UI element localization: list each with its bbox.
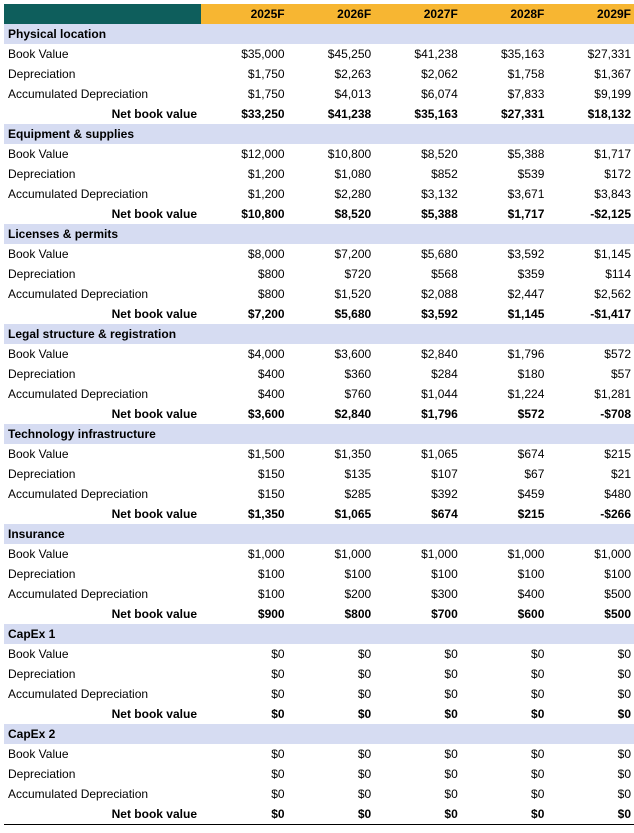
row-label: Book Value — [8, 447, 69, 461]
value-cell: $852 — [431, 167, 458, 181]
accumulated-depreciation-row — [4, 584, 634, 604]
value-cell: $0 — [201, 804, 288, 825]
book-value-row — [4, 144, 634, 164]
value-cell: $359 — [517, 267, 545, 281]
value-cell: $300 — [431, 587, 458, 601]
depreciation-row — [4, 364, 634, 384]
value-cell: $33,250 — [241, 107, 285, 121]
value-cell: $1,000 — [334, 547, 372, 561]
value-cell: $0 — [357, 767, 372, 781]
value-cell: $18,132 — [587, 107, 631, 121]
value-cell: -$266 — [600, 507, 631, 521]
row-label: Book Value — [8, 747, 69, 761]
net-book-value-row — [4, 304, 634, 324]
value-cell: $400 — [257, 387, 285, 401]
row-label: Net book value — [111, 607, 197, 621]
value-cell: $0 — [357, 647, 372, 661]
value-cell: $180 — [517, 367, 545, 381]
value-cell: $0 — [461, 804, 548, 825]
value-cell: $392 — [431, 487, 458, 501]
value-cell: $2,062 — [421, 67, 458, 81]
value-cell: $500 — [604, 587, 631, 601]
value-cell: $800 — [344, 607, 372, 621]
value-cell: $0 — [444, 687, 458, 701]
value-cell: $3,592 — [507, 247, 545, 261]
value-cell: $0 — [444, 647, 458, 661]
section-title: Legal structure & registration — [4, 324, 634, 344]
row-label: Accumulated Depreciation — [8, 587, 149, 601]
value-cell: $200 — [344, 587, 372, 601]
value-cell: $800 — [257, 267, 285, 281]
value-cell: -$708 — [600, 407, 631, 421]
value-cell: $100 — [257, 587, 285, 601]
value-cell: $100 — [517, 567, 545, 581]
value-cell: $1,145 — [594, 247, 631, 261]
value-cell: $800 — [257, 287, 285, 301]
net-book-value-row — [4, 504, 634, 524]
value-cell: $5,388 — [421, 207, 458, 221]
row-label: Net book value — [111, 407, 197, 421]
year-header: 2028F — [461, 4, 548, 24]
value-cell: $0 — [617, 647, 631, 661]
value-cell: $114 — [605, 267, 631, 281]
net-book-value-row — [4, 104, 634, 124]
row-label: Accumulated Depreciation — [8, 487, 149, 501]
value-cell: $3,132 — [421, 187, 458, 201]
row-label: Depreciation — [8, 167, 76, 181]
net-book-value-row — [4, 204, 634, 224]
header-row — [4, 4, 634, 24]
value-cell: $0 — [444, 767, 458, 781]
accumulated-depreciation-row — [4, 684, 634, 704]
value-cell: $150 — [257, 487, 285, 501]
value-cell: $172 — [604, 167, 631, 181]
value-cell: $0 — [617, 787, 631, 801]
value-cell: -$1,417 — [590, 307, 631, 321]
value-cell: $1,281 — [594, 387, 631, 401]
value-cell: $0 — [374, 804, 461, 825]
value-cell: $1,500 — [247, 447, 285, 461]
value-cell: $1,350 — [334, 447, 372, 461]
value-cell: $0 — [271, 647, 285, 661]
value-cell: $1,200 — [247, 187, 285, 201]
value-cell: $0 — [531, 707, 545, 721]
value-cell: $1,000 — [247, 547, 285, 561]
value-cell: $0 — [288, 804, 375, 825]
value-cell: $215 — [517, 507, 545, 521]
value-cell: $900 — [257, 607, 285, 621]
value-cell: $0 — [271, 667, 285, 681]
value-cell: $284 — [431, 367, 458, 381]
value-cell: $700 — [431, 607, 458, 621]
row-label: Net book value — [111, 707, 197, 721]
accumulated-depreciation-row — [4, 484, 634, 504]
book-value-row — [4, 744, 634, 764]
section-title: Licenses & permits — [4, 224, 634, 244]
value-cell: $2,280 — [334, 187, 372, 201]
value-cell: $45,250 — [327, 47, 372, 61]
year-header: 2025F — [201, 4, 288, 24]
row-label: Book Value — [8, 547, 69, 561]
depreciation-row — [4, 264, 634, 284]
row-label: Book Value — [8, 47, 69, 61]
value-cell: $27,331 — [500, 107, 545, 121]
net-book-value-row — [4, 404, 634, 424]
value-cell: $1,750 — [247, 67, 285, 81]
value-cell: $568 — [431, 267, 458, 281]
depreciation-row — [4, 64, 634, 84]
section-title: Equipment & supplies — [4, 124, 634, 144]
value-cell: $0 — [444, 667, 458, 681]
value-cell: $5,680 — [421, 247, 458, 261]
value-cell: $285 — [344, 487, 372, 501]
depreciation-row — [4, 664, 634, 684]
value-cell: $0 — [271, 767, 285, 781]
value-cell: $1,796 — [421, 407, 458, 421]
row-label: Net book value — [111, 307, 197, 321]
value-cell: $12,000 — [241, 147, 285, 161]
value-cell: $0 — [357, 667, 372, 681]
row-label: Accumulated Depreciation — [8, 187, 149, 201]
value-cell: $100 — [257, 567, 285, 581]
value-cell: $1,000 — [594, 547, 631, 561]
row-label: Net book value — [111, 107, 197, 121]
value-cell: $1,717 — [507, 207, 545, 221]
value-cell: $0 — [531, 787, 545, 801]
net-book-value-row — [4, 804, 634, 825]
value-cell: $1,080 — [334, 167, 372, 181]
value-cell: $1,000 — [421, 547, 458, 561]
year-header: 2029F — [547, 4, 634, 24]
value-cell: $572 — [517, 407, 545, 421]
value-cell: $35,163 — [414, 107, 458, 121]
value-cell: $1,044 — [421, 387, 458, 401]
value-cell: $3,600 — [334, 347, 372, 361]
value-cell: $7,200 — [247, 307, 285, 321]
value-cell: $100 — [344, 567, 372, 581]
depreciation-schedule-table — [4, 4, 634, 825]
value-cell: $0 — [357, 747, 372, 761]
header-corner-cell — [4, 4, 201, 24]
section-header-row — [4, 324, 634, 344]
section-title: Physical location — [4, 24, 634, 44]
value-cell: $2,840 — [421, 347, 458, 361]
value-cell: $480 — [604, 487, 631, 501]
section-header-row — [4, 424, 634, 444]
row-label: Net book value — [111, 507, 197, 521]
section-title: Technology infrastructure — [4, 424, 634, 444]
value-cell: $135 — [344, 467, 372, 481]
value-cell: $360 — [344, 367, 372, 381]
row-label: Depreciation — [8, 567, 76, 581]
value-cell: $10,800 — [327, 147, 372, 161]
value-cell: $0 — [444, 787, 458, 801]
depreciation-row — [4, 164, 634, 184]
value-cell: $100 — [431, 567, 458, 581]
value-cell: $572 — [604, 347, 631, 361]
value-cell: $0 — [271, 747, 285, 761]
row-label: Accumulated Depreciation — [8, 87, 149, 101]
value-cell: $0 — [444, 747, 458, 761]
value-cell: $1,065 — [334, 507, 372, 521]
value-cell: $5,680 — [334, 307, 372, 321]
section-title: Insurance — [4, 524, 634, 544]
value-cell: $41,238 — [414, 47, 458, 61]
row-label: Depreciation — [8, 767, 76, 781]
value-cell: $0 — [531, 667, 545, 681]
value-cell: $57 — [610, 367, 631, 381]
value-cell: $2,840 — [334, 407, 372, 421]
row-label: Book Value — [8, 347, 69, 361]
value-cell: $400 — [517, 587, 545, 601]
value-cell: $1,224 — [507, 387, 545, 401]
section-header-row — [4, 724, 634, 744]
value-cell: $67 — [524, 467, 545, 481]
value-cell: $7,833 — [507, 87, 545, 101]
value-cell: $1,200 — [247, 167, 285, 181]
value-cell: $0 — [531, 687, 545, 701]
depreciation-row — [4, 564, 634, 584]
value-cell: $2,447 — [507, 287, 545, 301]
row-label: Depreciation — [8, 67, 76, 81]
value-cell: $459 — [517, 487, 545, 501]
value-cell: $107 — [431, 467, 458, 481]
row-label: Net book value — [4, 804, 201, 825]
value-cell: $0 — [531, 767, 545, 781]
value-cell: $0 — [357, 687, 372, 701]
value-cell: $1,065 — [421, 447, 458, 461]
value-cell: $0 — [617, 667, 631, 681]
section-title: CapEx 1 — [4, 624, 634, 644]
value-cell: $400 — [257, 367, 285, 381]
value-cell: $0 — [531, 747, 545, 761]
value-cell: $21 — [610, 467, 631, 481]
value-cell: $100 — [604, 567, 631, 581]
value-cell: $674 — [517, 447, 545, 461]
value-cell: $4,013 — [334, 87, 372, 101]
row-label: Accumulated Depreciation — [8, 287, 149, 301]
value-cell: $35,163 — [500, 47, 545, 61]
row-label: Net book value — [111, 207, 197, 221]
value-cell: $2,088 — [421, 287, 458, 301]
value-cell: $2,562 — [594, 287, 631, 301]
accumulated-depreciation-row — [4, 284, 634, 304]
value-cell: $0 — [271, 787, 285, 801]
book-value-row — [4, 44, 634, 64]
value-cell: $41,238 — [327, 107, 372, 121]
row-label: Book Value — [8, 247, 69, 261]
value-cell: $0 — [617, 767, 631, 781]
section-header-row — [4, 224, 634, 244]
value-cell: $150 — [257, 467, 285, 481]
row-label: Depreciation — [8, 667, 76, 681]
value-cell: $8,520 — [421, 147, 458, 161]
value-cell: $8,520 — [334, 207, 372, 221]
value-cell: $10,800 — [241, 207, 285, 221]
net-book-value-row — [4, 704, 634, 724]
value-cell: -$2,125 — [590, 207, 631, 221]
section-header-row — [4, 24, 634, 44]
value-cell: $6,074 — [421, 87, 458, 101]
row-label: Book Value — [8, 647, 69, 661]
row-label: Depreciation — [8, 267, 76, 281]
value-cell: $0 — [357, 707, 372, 721]
row-label: Accumulated Depreciation — [8, 387, 149, 401]
value-cell: $4,000 — [247, 347, 285, 361]
value-cell: $3,592 — [421, 307, 458, 321]
section-title: CapEx 2 — [4, 724, 634, 744]
value-cell: $3,671 — [507, 187, 545, 201]
value-cell: $0 — [617, 707, 631, 721]
accumulated-depreciation-row — [4, 784, 634, 804]
row-label: Accumulated Depreciation — [8, 687, 149, 701]
value-cell: $539 — [517, 167, 545, 181]
net-book-value-row — [4, 604, 634, 624]
value-cell: $8,000 — [247, 247, 285, 261]
value-cell: $1,367 — [594, 67, 631, 81]
value-cell: $0 — [617, 687, 631, 701]
value-cell: $600 — [517, 607, 545, 621]
value-cell: $1,750 — [247, 87, 285, 101]
book-value-row — [4, 644, 634, 664]
value-cell: $7,200 — [334, 247, 372, 261]
value-cell: $0 — [357, 787, 372, 801]
accumulated-depreciation-row — [4, 84, 634, 104]
row-label: Book Value — [8, 147, 69, 161]
value-cell: $0 — [547, 804, 634, 825]
depreciation-row — [4, 464, 634, 484]
value-cell: $0 — [271, 707, 285, 721]
value-cell: $1,520 — [334, 287, 372, 301]
value-cell: $0 — [444, 707, 458, 721]
value-cell: $2,263 — [334, 67, 372, 81]
accumulated-depreciation-row — [4, 184, 634, 204]
year-header: 2027F — [374, 4, 461, 24]
value-cell: $674 — [431, 507, 458, 521]
year-header: 2026F — [288, 4, 375, 24]
value-cell: $3,600 — [247, 407, 285, 421]
value-cell: $1,796 — [507, 347, 545, 361]
section-header-row — [4, 524, 634, 544]
accumulated-depreciation-row — [4, 384, 634, 404]
value-cell: $720 — [344, 267, 372, 281]
row-label: Depreciation — [8, 367, 76, 381]
value-cell: $27,331 — [587, 47, 631, 61]
value-cell: $3,843 — [594, 187, 631, 201]
value-cell: $1,000 — [507, 547, 545, 561]
book-value-row — [4, 444, 634, 464]
value-cell: $0 — [617, 747, 631, 761]
table-body — [4, 24, 634, 825]
row-label: Depreciation — [8, 467, 76, 481]
value-cell: $1,350 — [247, 507, 285, 521]
depreciation-row — [4, 764, 634, 784]
section-header-row — [4, 624, 634, 644]
value-cell: $1,717 — [594, 147, 631, 161]
value-cell: $35,000 — [241, 47, 285, 61]
value-cell: $5,388 — [507, 147, 545, 161]
value-cell: $215 — [604, 447, 631, 461]
book-value-row — [4, 244, 634, 264]
value-cell: $0 — [271, 687, 285, 701]
section-header-row — [4, 124, 634, 144]
value-cell: $1,758 — [507, 67, 545, 81]
book-value-row — [4, 544, 634, 564]
value-cell: $760 — [344, 387, 372, 401]
book-value-row — [4, 344, 634, 364]
row-label: Accumulated Depreciation — [8, 787, 149, 801]
value-cell: $0 — [531, 647, 545, 661]
value-cell: $9,199 — [594, 87, 631, 101]
value-cell: $1,145 — [507, 307, 545, 321]
value-cell: $500 — [604, 607, 631, 621]
